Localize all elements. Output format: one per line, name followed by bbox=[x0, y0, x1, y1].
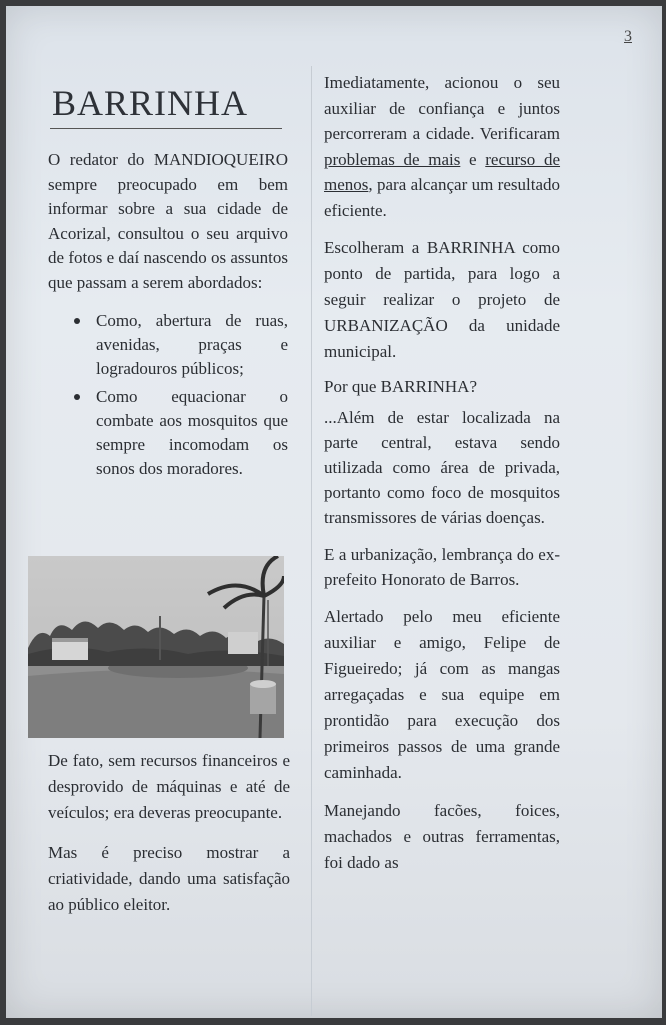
headline-rule bbox=[50, 128, 282, 129]
paragraph: Mas é preciso mostrar a criatividade, dando uma satisfação ao público eleitor. bbox=[48, 843, 290, 914]
paragraph: Alertado pelo meu eficiente auxiliar e amigo, Felipe de Figueiredo; já com as mangas arregaçadas e sua equipe em prontidão para execução dos primeiros passos de uma grande caminhada. bbox=[324, 607, 560, 782]
column-divider bbox=[311, 66, 312, 1016]
left-column-bottom bbox=[48, 748, 290, 918]
underlined-text: problemas de mais bbox=[324, 149, 461, 169]
paragraph: Manejando facões, foices, machados e outras ferramentas, foi dado as bbox=[324, 801, 560, 872]
paragraph: E a urbanização, lembrança do ex-prefeito Honorato de Barros. bbox=[324, 545, 560, 589]
intro-paragraph: O redator do MANDIOQUEIRO sempre preocupado em bem informar sobre a sua cidade de Acorizal, consultou o seu arquivo de fotos e daí nascendo os assuntos que passam a serem abordados: bbox=[48, 150, 288, 292]
paragraph-text: , para alcançar um resultado eficiente. bbox=[324, 175, 560, 220]
page-number: 3 bbox=[624, 28, 632, 45]
bullet-text: Como equacionar o combate aos mosquitos que sempre incomodam os sonos dos moradores. bbox=[96, 387, 288, 478]
bullet-text: Como, abertura de ruas, avenidas, praças e logradouros públicos; bbox=[96, 311, 288, 378]
bullet-dot-icon bbox=[74, 318, 80, 324]
paragraph bbox=[324, 70, 560, 223]
town-square-photo bbox=[28, 556, 284, 738]
right-column bbox=[324, 70, 560, 876]
bullet-item bbox=[48, 385, 288, 481]
paragraph-text: e bbox=[460, 149, 486, 169]
bullet-list bbox=[48, 309, 288, 481]
bullet-item bbox=[48, 309, 288, 381]
headline: BARRINHA bbox=[52, 83, 249, 123]
paragraph-text: Imediatamente, acionou o seu auxiliar de confiança e juntos percorreram a cidade. Verificaram bbox=[324, 73, 560, 143]
paragraph: De fato, sem recursos financeiros e desprovido de máquinas e até de veículos; era deveras preocupante. bbox=[48, 751, 290, 822]
left-column-top bbox=[48, 148, 288, 481]
paragraph: ...Além de estar localizada na parte central, estava sendo utilizada como área de privada, portanto como foco de mosquitos transmissores de várias doenças. bbox=[324, 408, 560, 527]
underlined-text: recurso de menos bbox=[324, 149, 561, 194]
paragraph: Por que BARRINHA? bbox=[324, 377, 477, 396]
paragraph: Escolheram a BARRINHA como ponto de partida, para logo a seguir realizar o projeto de URBANIZAÇÃO da unidade municipal. bbox=[324, 238, 560, 361]
photo-illustration bbox=[28, 556, 284, 738]
bullet-dot-icon bbox=[74, 394, 80, 400]
